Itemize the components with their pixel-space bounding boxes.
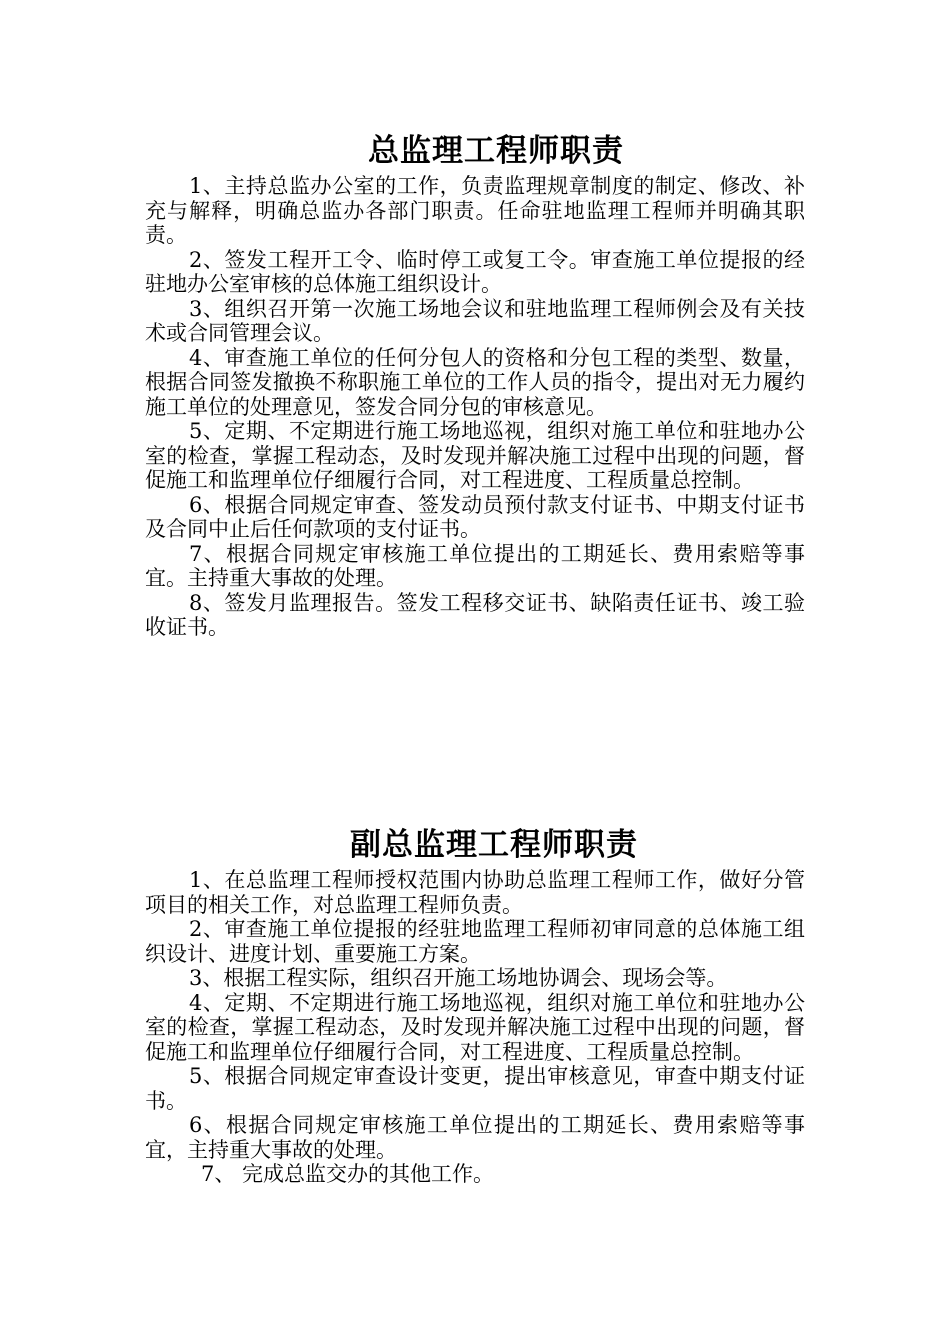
duty-item: 1、主持总监办公室的工作，负责监理规章制度的制定、修改、补充与解释，明确总监办各部门职责。任命驻地监理工程师并明确其职责。 [145, 174, 805, 247]
duty-item: 6、根据合同规定审核施工单位提出的工期延长、费用索赔等事宜，主持重大事故的处理。 [145, 1113, 805, 1162]
duty-item: 8、签发月监理报告。签发工程移交证书、缺陷责任证书、竣工验收证书。 [145, 590, 805, 639]
section-title: 总监理工程师职责 [368, 133, 624, 169]
duty-item: 3、根据工程实际，组织召开施工场地协调会、现场会等。 [189, 966, 728, 990]
duty-item: 2、签发工程开工令、临时停工或复工令。审查施工单位提报的经驻地办公室审核的总体施工组织设计。 [145, 247, 805, 296]
section-title: 副总监理工程师职责 [350, 827, 638, 863]
deputy-chief-engineer-duties-section [145, 822, 805, 1187]
duty-item: 4、定期、不定期进行施工场地巡视，组织对施工单位和驻地办公室的检查，掌握工程动态，及时发现并解决施工过程中出现的问题，督促施工和监理单位仔细履行合同，对工程进度、工程质量总控制。 [145, 990, 805, 1064]
duty-item: 6、根据合同规定审查、签发动员预付款支付证书、中期支付证书及合同中止后任何款项的支付证书。 [145, 492, 805, 541]
duty-item: 4、审查施工单位的任何分包人的资格和分包工程的类型、数量，根据合同签发撤换不称职施工单位的工作人员的指令，提出对无力履约施工单位的处理意见，签发合同分包的审核意见。 [145, 345, 805, 419]
duty-item: 5、定期、不定期进行施工场地巡视，组织对施工单位和驻地办公室的检查，掌握工程动态，及时发现并解决施工过程中出现的问题，督促施工和监理单位仔细履行合同，对工程进度、工程质量总控制。 [145, 419, 805, 492]
duty-item: 1、在总监理工程师授权范围内协助总监理工程师工作，做好分管项目的相关工作，对总监理工程师负责。 [145, 868, 805, 917]
duty-item: 7、根据合同规定审核施工单位提出的工期延长、费用索赔等事宜。主持重大事故的处理。 [145, 541, 805, 590]
duty-item: 2、审查施工单位提报的经驻地监理工程师初审同意的总体施工组织设计、进度计划、重要施工方案。 [145, 917, 805, 966]
chief-engineer-duties-section [145, 128, 805, 640]
duty-item: 3、组织召开第一次施工场地会议和驻地监理工程师例会及有关技术或合同管理会议。 [145, 296, 805, 345]
duty-item: 7、 完成总监交办的其他工作。 [201, 1162, 495, 1186]
duty-item: 5、根据合同规定审查设计变更，提出审核意见，审查中期支付证书。 [145, 1064, 805, 1113]
